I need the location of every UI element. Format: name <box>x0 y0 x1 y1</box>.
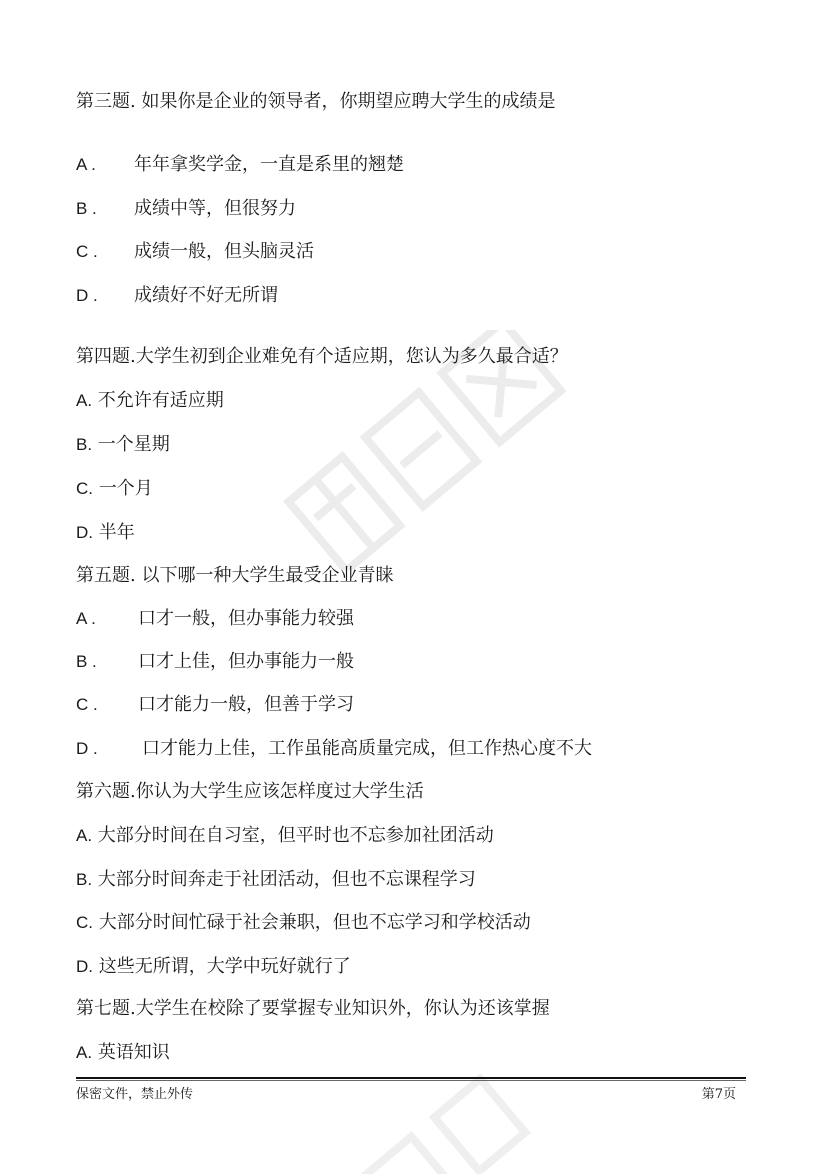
option-text: 大部分时间在自习室，但平时也不忘参加社团活动 <box>97 825 494 846</box>
option-text: 这些无所谓，大学中玩好就行了 <box>98 956 351 977</box>
option-item <box>76 693 354 717</box>
option-item <box>76 153 404 177</box>
option-item <box>76 240 314 264</box>
option-item <box>76 521 135 545</box>
option-letter: A . <box>76 155 96 174</box>
option-letter: D . <box>76 286 98 305</box>
option-letter: C . <box>76 242 98 261</box>
option-letter: B. <box>76 870 93 889</box>
option-text: 英语知识 <box>97 1042 170 1063</box>
option-letter: B. <box>76 435 93 454</box>
option-text: 一个星期 <box>97 434 170 455</box>
option-item <box>76 477 153 501</box>
option-text: 口才能力一般，但善于学习 <box>138 694 354 715</box>
question-title: 第四题.大学生初到企业难免有个适应期，您认为多久最合适？ <box>76 346 568 367</box>
footer-divider <box>76 1077 746 1079</box>
option-letter: B . <box>76 652 97 671</box>
footer-divider-thin <box>76 1080 746 1081</box>
option-letter: D. <box>76 957 93 976</box>
option-item <box>76 197 296 221</box>
option-letter: C . <box>76 695 98 714</box>
option-item <box>76 433 170 457</box>
option-text: 成绩好不好无所谓 <box>134 285 278 306</box>
option-text: 成绩一般，但头脑灵活 <box>134 241 314 262</box>
option-letter: D. <box>76 523 93 542</box>
option-item <box>76 650 354 674</box>
question-title: 第五题. 以下哪一种大学生最受企业青睐 <box>76 565 394 586</box>
option-letter: A. <box>76 1043 93 1062</box>
option-text: 不允许有适应期 <box>97 390 224 411</box>
option-item <box>76 868 476 892</box>
option-item <box>76 737 592 761</box>
option-text: 成绩中等，但很努力 <box>134 198 296 219</box>
watermark-logo-bottom <box>340 1068 580 1174</box>
option-text: 半年 <box>98 522 135 543</box>
option-item <box>76 911 531 935</box>
option-item <box>76 284 278 308</box>
page-number: 第7页 <box>701 1087 736 1102</box>
question-title: 第七题.大学生在校除了要掌握专业知识外，你认为还该掌握 <box>76 998 550 1019</box>
option-item <box>76 955 351 979</box>
option-text: 口才一般，但办事能力较强 <box>138 608 354 629</box>
footer-confidential-note: 保密文件，禁止外传 <box>76 1087 194 1102</box>
option-item <box>76 607 354 631</box>
option-item <box>76 1041 170 1065</box>
option-text: 年年拿奖学金，一直是系里的翘楚 <box>134 154 404 175</box>
question-title: 第三题. 如果你是企业的领导者，你期望应聘大学生的成绩是 <box>76 91 556 112</box>
option-item <box>76 824 494 848</box>
option-letter: A. <box>76 391 93 410</box>
option-text: 一个月 <box>98 478 153 499</box>
question-title: 第六题.你认为大学生应该怎样度过大学生活 <box>76 781 424 802</box>
option-text: 大部分时间奔走于社团活动，但也不忘课程学习 <box>97 869 476 890</box>
option-text: 口才上佳，但办事能力一般 <box>138 651 354 672</box>
option-letter: C. <box>76 479 93 498</box>
option-letter: C. <box>76 913 93 932</box>
option-letter: B . <box>76 199 97 218</box>
option-letter: D . <box>76 739 98 758</box>
option-text: 大部分时间忙碌于社会兼职，但也不忘学习和学校活动 <box>98 912 531 933</box>
option-item <box>76 389 224 413</box>
option-text: 口才能力上佳，工作虽能高质量完成，但工作热心度不大 <box>142 738 592 759</box>
option-letter: A . <box>76 609 96 628</box>
option-letter: A. <box>76 826 93 845</box>
